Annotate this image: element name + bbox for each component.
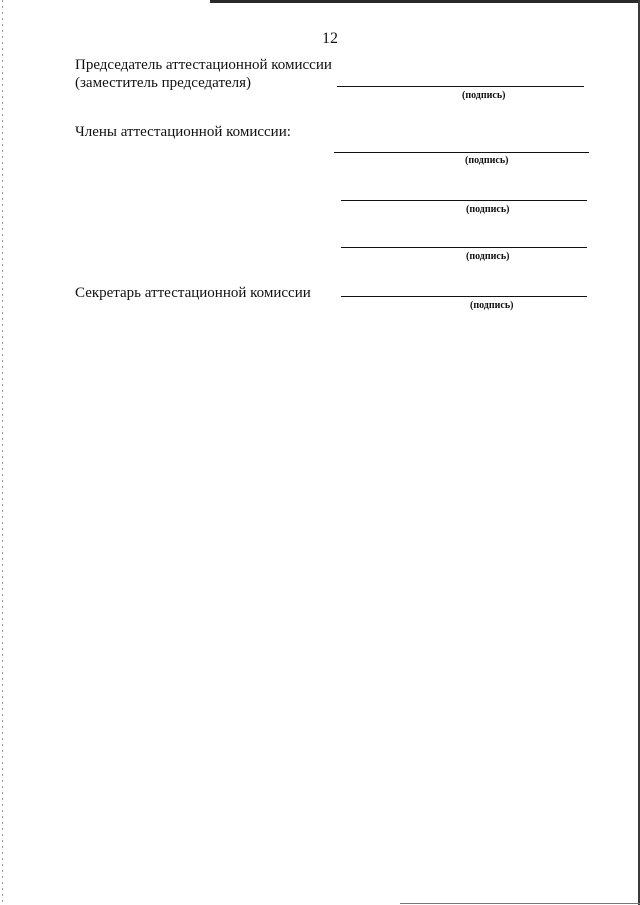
scan-edge-left: [2, 0, 3, 905]
chairman-label-line2: (заместитель председателя): [75, 75, 252, 91]
scan-edge-top: [210, 0, 640, 3]
chairman-label-line1: Председатель аттестационной комиссии: [75, 57, 332, 73]
secretary-label: Секретарь аттестационной комиссии: [75, 285, 311, 301]
page-number: 12: [322, 30, 338, 47]
member-3-signature-line: [341, 247, 587, 248]
members-label: Члены аттестационной комиссии:: [75, 124, 291, 140]
member-2-signature-caption: (подпись): [466, 204, 510, 215]
member-1-signature-caption: (подпись): [465, 155, 509, 166]
chairman-signature-line: [337, 86, 584, 87]
member-3-signature-caption: (подпись): [466, 251, 510, 262]
secretary-signature-caption: (подпись): [470, 300, 514, 311]
chairman-signature-caption: (подпись): [462, 90, 506, 101]
secretary-signature-line: [341, 296, 587, 297]
scan-edge-bottom: [400, 903, 640, 904]
member-1-signature-line: [334, 152, 589, 153]
member-2-signature-line: [341, 200, 587, 201]
